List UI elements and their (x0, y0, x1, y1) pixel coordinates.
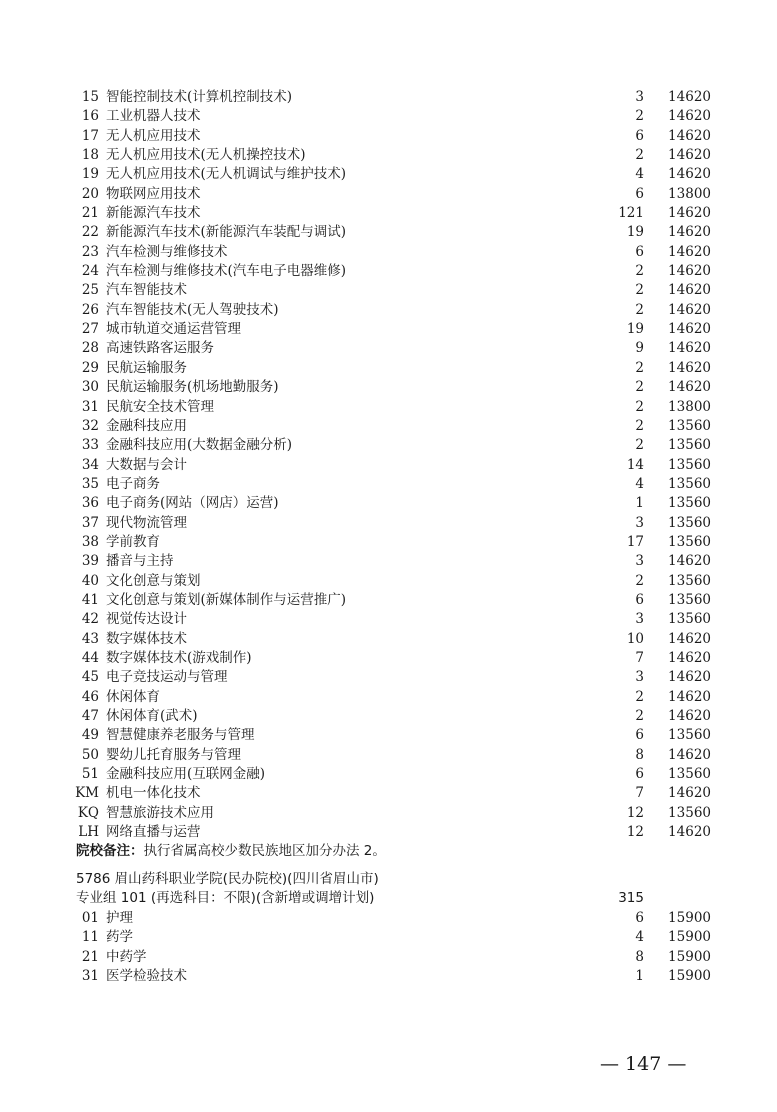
major-name: 电子商务(网站（网店）运营) (106, 495, 279, 512)
table-row (0, 804, 777, 823)
tuition-fee: 15900 (668, 910, 711, 926)
tuition-fee: 14620 (668, 205, 711, 222)
tuition-fee: 13560 (668, 611, 711, 628)
major-code: 32 (81, 417, 99, 434)
page-number: — 147 — (600, 1053, 687, 1075)
plan-count: 3 (635, 514, 644, 531)
plan-count: 17 (626, 533, 644, 550)
tuition-fee: 13800 (668, 185, 711, 202)
major-name: 网络直播与运营 (106, 824, 201, 841)
table-row (0, 630, 777, 649)
major-name: 金融科技应用(大数据金融分析) (106, 437, 293, 454)
table-row (0, 948, 777, 967)
plan-count: 2 (635, 688, 644, 705)
plan-count: 12 (626, 824, 644, 841)
major-code: 45 (81, 669, 99, 686)
major-code: 15 (81, 89, 99, 105)
major-code: 34 (81, 456, 99, 473)
major-code: LH (78, 824, 99, 841)
table-row (0, 127, 777, 146)
major-name: 金融科技应用(互联网金融) (106, 766, 266, 783)
table-row (0, 928, 777, 947)
tuition-fee: 14620 (668, 282, 711, 299)
tuition-fee: 14620 (668, 669, 711, 686)
plan-count: 8 (635, 948, 644, 965)
major-name: 机电一体化技术 (106, 785, 201, 802)
plan-count: 2 (635, 282, 644, 299)
plan-count: 2 (635, 108, 644, 125)
major-name: 大数据与会计 (106, 456, 187, 473)
major-name: 民航运输服务 (106, 359, 187, 376)
major-code: 44 (81, 649, 99, 666)
table-row (0, 494, 777, 513)
tuition-fee: 14620 (668, 340, 711, 357)
tuition-fee: 14620 (668, 379, 711, 396)
table-row (0, 88, 777, 107)
tuition-fee: 14620 (668, 785, 711, 802)
major-code: 29 (81, 359, 99, 376)
major-name: 汽车智能技术 (106, 282, 187, 299)
table-row (0, 765, 777, 784)
plan-count: 4 (635, 475, 644, 492)
table-row (0, 223, 777, 242)
major-code: 18 (81, 147, 99, 164)
group-total: 315 (618, 890, 644, 906)
major-name: 高速铁路客运服务 (106, 340, 214, 357)
tuition-fee: 15900 (668, 948, 711, 965)
tuition-fee: 13560 (668, 572, 711, 589)
tuition-fee: 15900 (668, 929, 711, 946)
major-name: 智慧健康养老服务与管理 (106, 727, 255, 744)
major-name: 药学 (106, 929, 133, 946)
major-name: 无人机应用技术(无人机操控技术) (106, 147, 306, 164)
major-code: KQ (77, 804, 99, 821)
major-name: 新能源汽车技术(新能源汽车装配与调试) (106, 224, 347, 241)
table-row (0, 243, 777, 262)
table-row (0, 533, 777, 552)
table-row (0, 146, 777, 165)
table-row (0, 339, 777, 358)
tuition-fee: 13560 (668, 495, 711, 512)
plan-count: 7 (635, 649, 644, 666)
major-code: 37 (81, 514, 99, 531)
tuition-fee: 14620 (668, 263, 711, 280)
plan-count: 6 (635, 727, 644, 744)
tuition-fee: 13560 (668, 437, 711, 454)
major-name: 工业机器人技术 (106, 108, 201, 125)
table-row (0, 552, 777, 571)
tuition-fee: 13560 (668, 417, 711, 434)
plan-count: 1 (635, 495, 644, 512)
table-row (0, 784, 777, 803)
table-row (0, 301, 777, 320)
table-row (0, 823, 777, 842)
major-code: 11 (81, 929, 99, 946)
plan-count: 10 (626, 630, 644, 647)
major-name: 智慧旅游技术应用 (106, 804, 214, 821)
table-row (0, 707, 777, 726)
school-note-label: 院校备注： (76, 843, 144, 859)
tuition-fee: 13560 (668, 514, 711, 531)
plan-count: 2 (635, 417, 644, 434)
major-code: 21 (81, 205, 99, 222)
tuition-fee: 14620 (668, 746, 711, 763)
plan-count: 3 (635, 89, 644, 105)
table-row (0, 649, 777, 668)
school-heading: 5786 眉山药科职业学院(民办院校)(四川省眉山市) (76, 871, 379, 887)
plan-count: 1 (635, 968, 644, 985)
plan-count: 14 (626, 456, 644, 473)
major-code: 27 (81, 321, 99, 338)
plan-count: 2 (635, 379, 644, 396)
table-row (0, 359, 777, 378)
major-code: 16 (81, 108, 99, 125)
tuition-fee: 14620 (668, 630, 711, 647)
major-code: 39 (81, 553, 99, 570)
major-name: 文化创意与策划 (106, 572, 201, 589)
major-name: 文化创意与策划(新媒体制作与运营推广) (106, 591, 347, 608)
tuition-fee: 15900 (668, 968, 711, 985)
major-code: 41 (81, 591, 99, 608)
tuition-fee: 14620 (668, 824, 711, 841)
major-code: 43 (81, 630, 99, 647)
major-list (0, 88, 777, 842)
table-row (0, 262, 777, 281)
major-code: 35 (81, 475, 99, 492)
plan-count: 2 (635, 301, 644, 318)
tuition-fee: 14620 (668, 708, 711, 724)
plan-count: 9 (635, 340, 644, 357)
plan-count: 2 (635, 398, 644, 415)
plan-count: 19 (626, 321, 644, 338)
tuition-fee: 14620 (668, 127, 711, 144)
major-name: 电子竞技运动与管理 (106, 669, 228, 686)
table-row (0, 475, 777, 494)
table-row (0, 281, 777, 300)
major-code: 01 (81, 910, 99, 926)
major-name: 新能源汽车技术 (106, 205, 201, 222)
major-name: 电子商务 (106, 475, 160, 492)
plan-count: 12 (626, 804, 644, 821)
major-code: 19 (81, 166, 99, 183)
major-code: 20 (81, 185, 99, 202)
major-name: 物联网应用技术 (106, 185, 201, 202)
major-list-2 (0, 909, 777, 986)
major-name: 护理 (106, 910, 133, 926)
major-name: 休闲体育(武术) (106, 708, 198, 724)
major-code: 21 (81, 948, 99, 965)
major-code: 38 (81, 533, 99, 550)
major-name: 数字媒体技术 (106, 630, 187, 647)
table-row (0, 514, 777, 533)
school-note-text: 执行省属高校少数民族地区加分办法 2。 (143, 843, 386, 859)
major-name: 视觉传达设计 (106, 611, 187, 628)
major-code: 28 (81, 340, 99, 357)
tuition-fee: 14620 (668, 359, 711, 376)
major-code: 42 (81, 611, 99, 628)
major-code: 31 (81, 398, 99, 415)
tuition-fee: 14620 (668, 243, 711, 260)
major-name: 城市轨道交通运营管理 (106, 321, 241, 338)
plan-count: 2 (635, 572, 644, 589)
major-name: 金融科技应用 (106, 417, 187, 434)
table-row (0, 320, 777, 339)
plan-count: 3 (635, 553, 644, 570)
major-name: 播音与主持 (106, 553, 174, 570)
tuition-fee: 14620 (668, 301, 711, 318)
tuition-fee: 13560 (668, 475, 711, 492)
table-row (0, 398, 777, 417)
tuition-fee: 13560 (668, 804, 711, 821)
table-row (0, 746, 777, 765)
table-row (0, 417, 777, 436)
plan-count: 4 (635, 166, 644, 183)
major-code: 50 (81, 746, 99, 763)
major-name: 智能控制技术(计算机控制技术) (106, 89, 293, 105)
major-code: 25 (81, 282, 99, 299)
table-row (0, 165, 777, 184)
major-code: 17 (81, 127, 99, 144)
plan-count: 2 (635, 708, 644, 724)
tuition-fee: 13560 (668, 591, 711, 608)
major-name: 无人机应用技术(无人机调试与维护技术) (106, 166, 347, 183)
major-code: 22 (81, 224, 99, 241)
table-row (0, 967, 777, 986)
tuition-fee: 14620 (668, 649, 711, 666)
plan-count: 6 (635, 910, 644, 926)
plan-count: 19 (626, 224, 644, 241)
school-note (76, 842, 386, 861)
plan-count: 6 (635, 243, 644, 260)
plan-count: 6 (635, 766, 644, 783)
plan-count: 3 (635, 611, 644, 628)
tuition-fee: 14620 (668, 321, 711, 338)
major-code: 40 (81, 572, 99, 589)
major-name: 汽车检测与维修技术 (106, 243, 228, 260)
major-name: 无人机应用技术 (106, 127, 201, 144)
plan-count: 2 (635, 147, 644, 164)
group-heading: 专业组 101 (再选科目：不限)(含新增或调增计划) (76, 890, 375, 906)
major-code: 46 (81, 688, 99, 705)
table-row (0, 726, 777, 745)
tuition-fee: 14620 (668, 89, 711, 105)
plan-count: 8 (635, 746, 644, 763)
tuition-fee: 13800 (668, 398, 711, 415)
plan-count: 2 (635, 263, 644, 280)
major-code: 51 (81, 766, 99, 783)
major-name: 婴幼儿托育服务与管理 (106, 746, 241, 763)
major-code: 26 (81, 301, 99, 318)
major-name: 中药学 (106, 948, 147, 965)
major-name: 数字媒体技术(游戏制作) (106, 649, 252, 666)
major-name: 现代物流管理 (106, 514, 187, 531)
table-row (0, 591, 777, 610)
table-row (0, 668, 777, 687)
plan-count: 2 (635, 359, 644, 376)
major-name: 医学检验技术 (106, 968, 187, 985)
tuition-fee: 14620 (668, 166, 711, 183)
major-code: 24 (81, 263, 99, 280)
major-code: 30 (81, 379, 99, 396)
table-row (0, 688, 777, 707)
major-code: KM (75, 785, 99, 802)
plan-count: 7 (635, 785, 644, 802)
plan-count: 6 (635, 127, 644, 144)
table-row (0, 436, 777, 455)
major-code: 49 (81, 727, 99, 744)
tuition-fee: 13560 (668, 456, 711, 473)
plan-count: 2 (635, 437, 644, 454)
major-code: 33 (81, 437, 99, 454)
major-code: 31 (81, 968, 99, 985)
plan-count: 3 (635, 669, 644, 686)
major-code: 36 (81, 495, 99, 512)
major-name: 休闲体育 (106, 688, 160, 705)
tuition-fee: 14620 (668, 224, 711, 241)
major-name: 民航运输服务(机场地勤服务) (106, 379, 279, 396)
tuition-fee: 14620 (668, 147, 711, 164)
table-row (0, 107, 777, 126)
tuition-fee: 13560 (668, 766, 711, 783)
table-row (0, 909, 777, 928)
major-name: 民航安全技术管理 (106, 398, 214, 415)
major-code: 47 (81, 708, 99, 724)
tuition-fee: 14620 (668, 553, 711, 570)
major-code: 23 (81, 243, 99, 260)
table-row (0, 610, 777, 629)
tuition-fee: 14620 (668, 108, 711, 125)
plan-count: 4 (635, 929, 644, 946)
major-name: 学前教育 (106, 533, 160, 550)
table-row (0, 185, 777, 204)
table-row (0, 378, 777, 397)
plan-count: 6 (635, 591, 644, 608)
table-row (0, 204, 777, 223)
tuition-fee: 14620 (668, 688, 711, 705)
table-row (0, 456, 777, 475)
tuition-fee: 13560 (668, 533, 711, 550)
major-name: 汽车检测与维修技术(汽车电子电器维修) (106, 263, 347, 280)
tuition-fee: 13560 (668, 727, 711, 744)
table-row (0, 572, 777, 591)
major-name: 汽车智能技术(无人驾驶技术) (106, 301, 279, 318)
plan-count: 6 (635, 185, 644, 202)
plan-count: 121 (618, 205, 644, 222)
